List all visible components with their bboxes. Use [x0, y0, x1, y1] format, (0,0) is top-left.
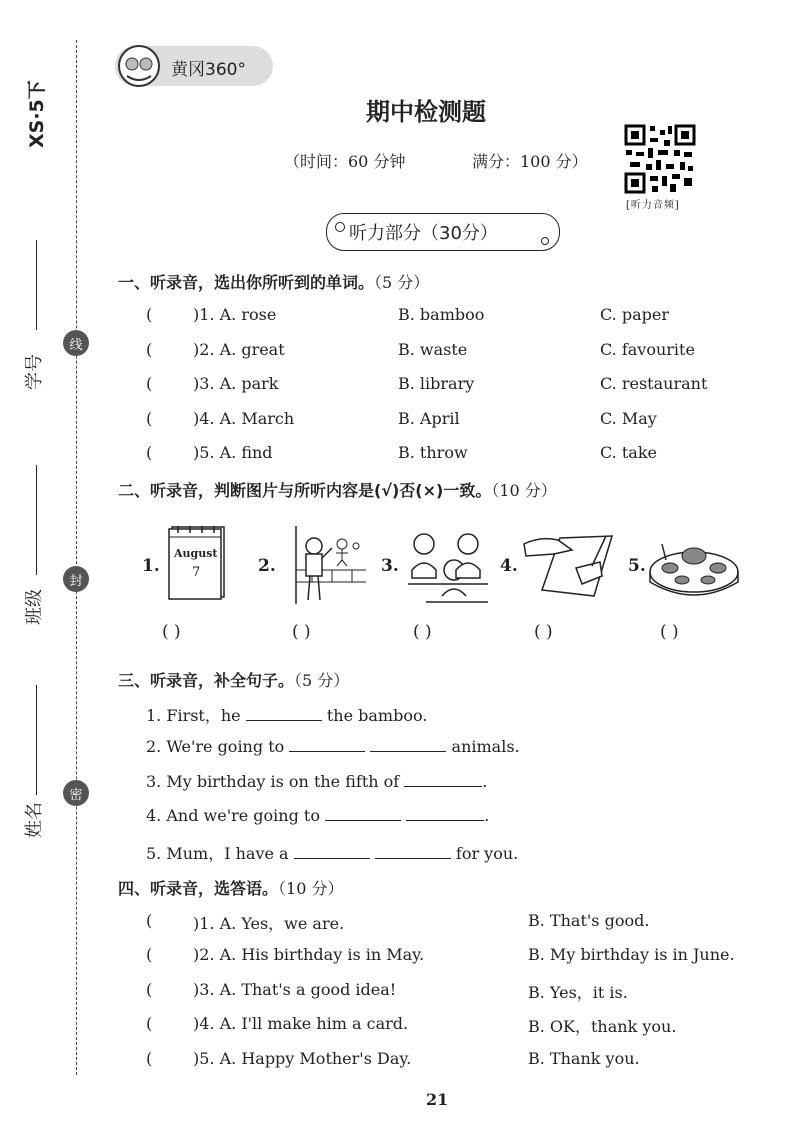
name-label: 姓名 [24, 802, 45, 838]
hands-folding-paper-picture [520, 530, 616, 602]
seal-seal: 封 [63, 566, 89, 592]
boy-drawing-on-wall-picture [282, 524, 368, 606]
part1-option-c: C. May [600, 409, 657, 428]
brand-name: 黄冈360° [171, 60, 246, 80]
part4-option-a: )5. A. Happy Mother's Day. [193, 1049, 412, 1068]
part4-option-b: B. Yes，it is. [528, 983, 628, 1002]
sentence-5: 5. Mum，I have a for you. [146, 844, 519, 863]
list-item: ( [146, 1014, 153, 1033]
part1-option-a: )3. A. park [193, 374, 279, 393]
list-item: ( [146, 409, 153, 428]
fill-blank[interactable] [325, 806, 401, 821]
part1-option-b: B. waste [398, 340, 468, 359]
picture-number: 4. [500, 556, 518, 576]
calendar-icon [166, 525, 228, 601]
sentence-3: 3. My birthday is on the fifth of . [146, 772, 488, 791]
picture-number: 5. [628, 556, 646, 576]
answer-blank[interactable]: ( ) [413, 622, 432, 642]
answer-blank[interactable]: ( ) [292, 622, 311, 642]
children-talking-picture [406, 526, 490, 606]
calendar-picture [166, 525, 226, 599]
part4-option-b: B. OK，thank you. [528, 1017, 677, 1036]
calendar-day: 7 [192, 565, 201, 580]
list-item: ( [146, 305, 153, 324]
class-label: 班级 [24, 589, 45, 625]
banner-dot-icon [541, 237, 549, 245]
picture-number: 1. [142, 556, 160, 576]
answer-blank[interactable]: ( ) [162, 622, 181, 642]
part1-option-c: C. favourite [600, 340, 695, 359]
seal-line: 线 [63, 330, 89, 356]
class-line [36, 465, 37, 575]
part1-option-a: )2. A. great [193, 340, 285, 359]
part2-title: 二、听录音，判断图片与所听内容是(√)否(×)一致。（10 分） [118, 481, 557, 500]
answer-blank[interactable]: ( ) [534, 622, 553, 642]
mascot-logo-icon [117, 44, 161, 88]
part1-option-a: )4. A. March [193, 409, 295, 428]
student-number-label: 学号 [24, 354, 45, 390]
picture-number: 2. [258, 556, 276, 576]
part1-option-c: C. restaurant [600, 374, 708, 393]
list-item: ( [146, 945, 153, 964]
qr-code-icon[interactable] [624, 124, 696, 194]
seal-secret: 密 [63, 780, 89, 806]
part1-option-b: B. library [398, 374, 475, 393]
part4-title: 四、听录音，选答语。（10 分） [118, 879, 344, 898]
binding-line [76, 40, 77, 1075]
section-banner-label: 听力部分（30分） [349, 223, 498, 244]
page-number: 21 [426, 1090, 449, 1109]
part1-option-c: C. paper [600, 305, 669, 324]
fill-blank[interactable] [375, 844, 451, 859]
part1-option-c: C. take [600, 443, 657, 462]
part1-option-b: B. throw [398, 443, 468, 462]
calendar-month: August [174, 547, 218, 560]
list-item: ( [146, 980, 153, 999]
fill-blank[interactable] [294, 844, 370, 859]
fill-blank[interactable] [246, 706, 322, 721]
list-item: ( [146, 340, 153, 359]
list-item: ( [146, 1049, 153, 1068]
page-title: 期中检测题 [366, 98, 486, 126]
part4-option-a: )4. A. I'll make him a card. [193, 1014, 409, 1033]
fill-blank[interactable] [289, 737, 365, 752]
list-item: ( [146, 374, 153, 393]
name-line [36, 685, 37, 795]
series-code: XS·5下 [26, 80, 48, 148]
fill-blank[interactable] [370, 737, 446, 752]
section-banner [326, 213, 560, 251]
part1-option-a: )1. A. rose [193, 305, 277, 324]
fill-blank[interactable] [404, 772, 482, 787]
part1-option-b: B. April [398, 409, 460, 428]
list-item: ( [146, 443, 153, 462]
sentence-1: 1. First，he the bamboo. [146, 706, 428, 725]
student-number-line [36, 240, 37, 330]
part3-title: 三、听录音，补全句子。（5 分） [118, 671, 350, 690]
part1-title: 一、听录音，选出你所听到的单词。（5 分） [118, 273, 430, 292]
answer-blank[interactable]: ( ) [660, 622, 679, 642]
part4-option-b: B. Thank you. [528, 1049, 640, 1068]
picture-number: 3. [381, 556, 399, 576]
list-item: ( [146, 911, 153, 930]
part4-option-a: )2. A. His birthday is in May. [193, 945, 425, 964]
part4-option-a: )1. A. Yes，we are. [193, 914, 345, 933]
full-score: 满分：100 分） [472, 152, 588, 171]
part1-option-a: )5. A. find [193, 443, 273, 462]
fill-blank[interactable] [406, 806, 484, 821]
sentence-4: 4. And we're going to . [146, 806, 490, 825]
sentence-2: 2. We're going to animals. [146, 737, 520, 756]
brand-badge [115, 46, 273, 86]
part4-option-b: B. That's good. [528, 911, 650, 930]
part4-option-b: B. My birthday is in June. [528, 945, 735, 964]
time-limit: （时间：60 分钟 [284, 152, 406, 171]
part4-option-a: )3. A. That's a good idea! [193, 980, 397, 999]
part1-option-b: B. bamboo [398, 305, 485, 324]
food-on-table-picture [648, 532, 740, 602]
banner-dot-icon [335, 222, 345, 232]
qr-caption: [听力音频] [626, 200, 680, 211]
